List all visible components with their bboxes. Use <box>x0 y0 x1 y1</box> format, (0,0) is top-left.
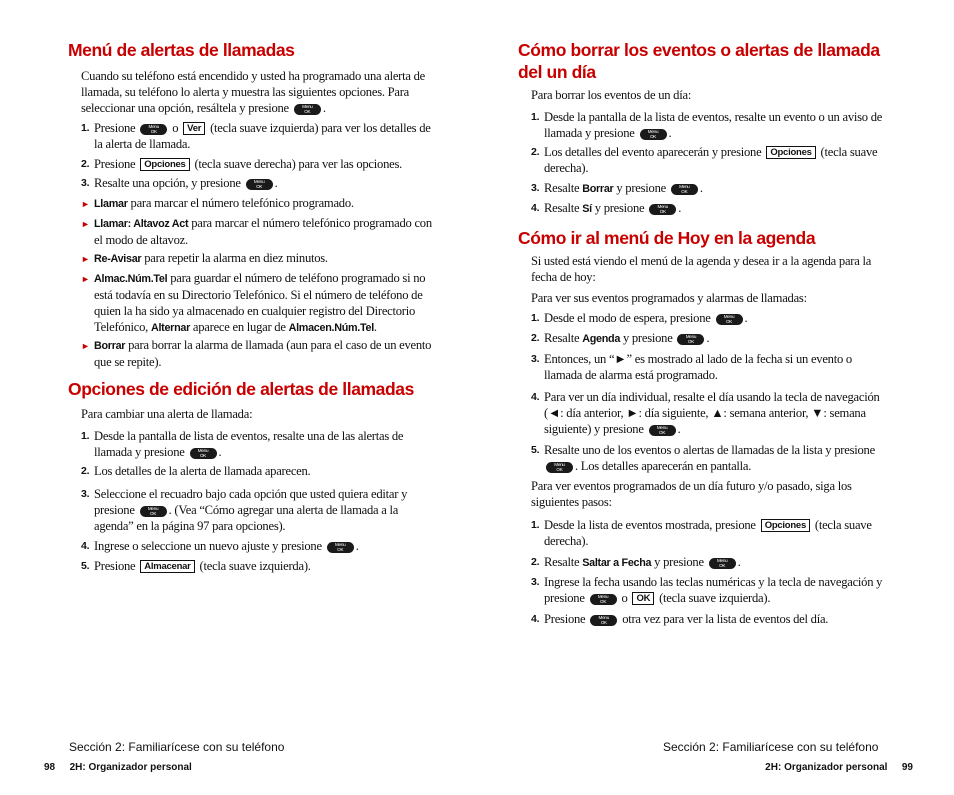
footer-chapter: 2H: Organizador personal <box>69 762 192 773</box>
menu-ok-key-icon: Menu OK <box>640 129 667 140</box>
menu-ok-key-icon: Menu OK <box>294 104 321 115</box>
softkey-ok: OK <box>632 592 654 605</box>
heading-delete-events: Cómo borrar los eventos o alertas de llamada del un día <box>518 40 880 82</box>
intro-edit: Para cambiar una alerta de llamada: <box>81 407 253 421</box>
edit-step-5: 5. Presione Almacenar (tecla suave izquierda). <box>81 559 311 573</box>
option-re-avisar: ► Re-Avisar para repetir la alarma en diez minutos. <box>81 251 328 265</box>
softkey-ver: Ver <box>183 122 205 135</box>
bullet-triangle-icon: ► <box>81 199 90 209</box>
delete-step-3: 3. Resalte Borrar y presione Menu OK . <box>531 181 703 195</box>
option-llamar: ► Llamar para marcar el número telefónico programado. <box>81 196 354 210</box>
intro-future-events: Para ver eventos programados de un día futuro y/o pasado, siga los siguientes pasos: <box>531 479 852 509</box>
heading-call-alert-menu: Menú de alertas de llamadas <box>68 40 295 60</box>
option-borrar: ► Borrar para borrar la alarma de llamada (aun para el caso de un evento que se repite). <box>81 338 432 369</box>
menu-ok-key-icon: Menu OK <box>246 179 273 190</box>
menu-ok-key-icon: Menu OK <box>671 184 698 195</box>
menu-ok-key-icon: Menu OK <box>327 542 354 553</box>
menu-ok-key-icon: Menu OK <box>677 334 704 345</box>
bullet-triangle-icon: ► <box>81 274 90 284</box>
menu-ok-key-icon: Menu OK <box>716 314 743 325</box>
heading-edit-options: Opciones de edición de alertas de llamadas <box>68 379 414 399</box>
intro-today: Si usted está viendo el menú de la agenda y desea ir a la agenda para la fecha de hoy: <box>531 254 872 284</box>
heading-today-menu: Cómo ir al menú de Hoy en la agenda <box>518 228 816 248</box>
softkey-almacenar: Almacenar <box>140 560 194 573</box>
menu-ok-key-icon: Menu OK <box>140 506 167 517</box>
softkey-opciones: Opciones <box>140 158 189 171</box>
delete-step-2: 2. Los detalles del evento aparecerán y presione Opciones (tecla suave derecha). <box>531 145 878 175</box>
softkey-opciones: Opciones <box>766 146 815 159</box>
step-2: 2. Presione Opciones (tecla suave derecha) para ver las opciones. <box>81 157 403 171</box>
menu-ok-key-icon: Menu OK <box>649 204 676 215</box>
step-3: 3. Resalte una opción, y presione Menu OK . <box>81 176 278 190</box>
edit-step-3: 3. Seleccione el recuadro bajo cada opción que usted quiera editar y presione Menu OK . (Vea “Cómo agregar una alerta de llamada a la agenda” en la página 97 para opciones). <box>81 487 408 533</box>
menu-ok-key-icon: Menu OK <box>590 594 617 605</box>
future-step-4: 4. Presione Menu OK otra vez para ver la lista de eventos del día. <box>531 612 829 626</box>
menu-ok-key-icon: Menu OK <box>190 448 217 459</box>
footer-section: Sección 2: Familiarícese con su teléfono <box>663 740 879 754</box>
menu-ok-key-icon: Menu OK <box>140 124 167 135</box>
today-step-2: 2. Resalte Agenda y presione Menu OK . <box>531 331 710 345</box>
delete-step-1: 1. Desde la pantalla de la lista de eventos, resalte un evento o un aviso de llamada y presione Menu OK . <box>531 110 883 140</box>
option-almac-num-tel: ► Almac.Núm.Tel para guardar el número de teléfono programado si no está todavía en su Directorio Telefónico. Si el número de teléfono de quien la ha sido ya almacenado en cualquier registro del Directorio Telefónico, Alternar aparece en lugar de Almacen.Núm.Tel. <box>81 271 426 334</box>
footer-section: Sección 2: Familiarícese con su teléfono <box>69 740 285 754</box>
menu-ok-key-icon: Menu OK <box>709 558 736 569</box>
step-1: 1. Presione Menu OK o Ver (tecla suave izquierda) para ver los detalles de la alerta de llamada. <box>81 121 431 151</box>
footer-chapter: 2H: Organizador personal <box>765 762 888 773</box>
intro-scheduled: Para ver sus eventos programados y alarmas de llamadas: <box>531 291 807 305</box>
edit-step-2: 2. Los detalles de la alerta de llamada aparecen. <box>81 464 311 478</box>
today-step-5: 5. Resalte uno de los eventos o alertas de llamadas de la lista y presione Menu OK . Los detalles aparecerán en pantalla. <box>531 443 875 473</box>
menu-ok-key-icon: Menu OK <box>649 425 676 436</box>
page-number: 98 <box>44 762 56 773</box>
today-step-4: 4. Para ver un día individual, resalte el día usando la tecla de navegación (◄: día anterior, ►: día siguiente, ▲: semana anterior, ▼: semana siguiente) y presione Menu OK . <box>531 390 880 436</box>
left-footer <box>44 740 284 775</box>
bullet-triangle-icon: ► <box>81 341 90 351</box>
menu-ok-key-icon: Menu OK <box>546 462 573 473</box>
edit-step-4: 4. Ingrese o seleccione un nuevo ajuste y presione Menu OK . <box>81 539 359 553</box>
future-step-2: 2. Resalte Saltar a Fecha y presione Menu OK . <box>531 555 741 569</box>
future-step-3: 3. Ingrese la fecha usando las teclas numéricas y la tecla de navegación y presione Menu OK o OK (tecla suave izquierda). <box>531 575 883 605</box>
edit-step-1: 1. Desde la pantalla de lista de eventos, resalte una de las alertas de llamada y presione Menu OK . <box>81 429 404 459</box>
bullet-triangle-icon: ► <box>81 254 90 264</box>
page-number: 99 <box>901 762 913 773</box>
today-step-3: 3. Entonces, un “►” es mostrado al lado de la fecha si un evento o llamada de alarma está programado. <box>531 352 852 382</box>
intro-paragraph: Cuando su teléfono está encendido y usted ha programado una alerta de llamada, su teléfono lo alerta y muestra las siguientes opciones. Para seleccionar una opción, resáltela y presione Menu OK . <box>81 69 425 115</box>
intro-delete: Para borrar los eventos de un día: <box>531 88 692 102</box>
today-step-1: 1. Desde el modo de espera, presione Menu OK . <box>531 311 748 325</box>
softkey-opciones: Opciones <box>761 519 810 532</box>
bullet-triangle-icon: ► <box>81 219 90 229</box>
menu-ok-key-icon: Menu OK <box>590 615 617 626</box>
delete-step-4: 4. Resalte Sí y presione Menu OK . <box>531 201 682 215</box>
right-footer <box>663 740 913 775</box>
future-step-1: 1. Desde la lista de eventos mostrada, presione Opciones (tecla suave derecha). <box>531 518 872 548</box>
option-llamar-altavoz: ► Llamar: Altavoz Act para marcar el número telefónico programado con el modo de altavoz. <box>81 216 432 247</box>
